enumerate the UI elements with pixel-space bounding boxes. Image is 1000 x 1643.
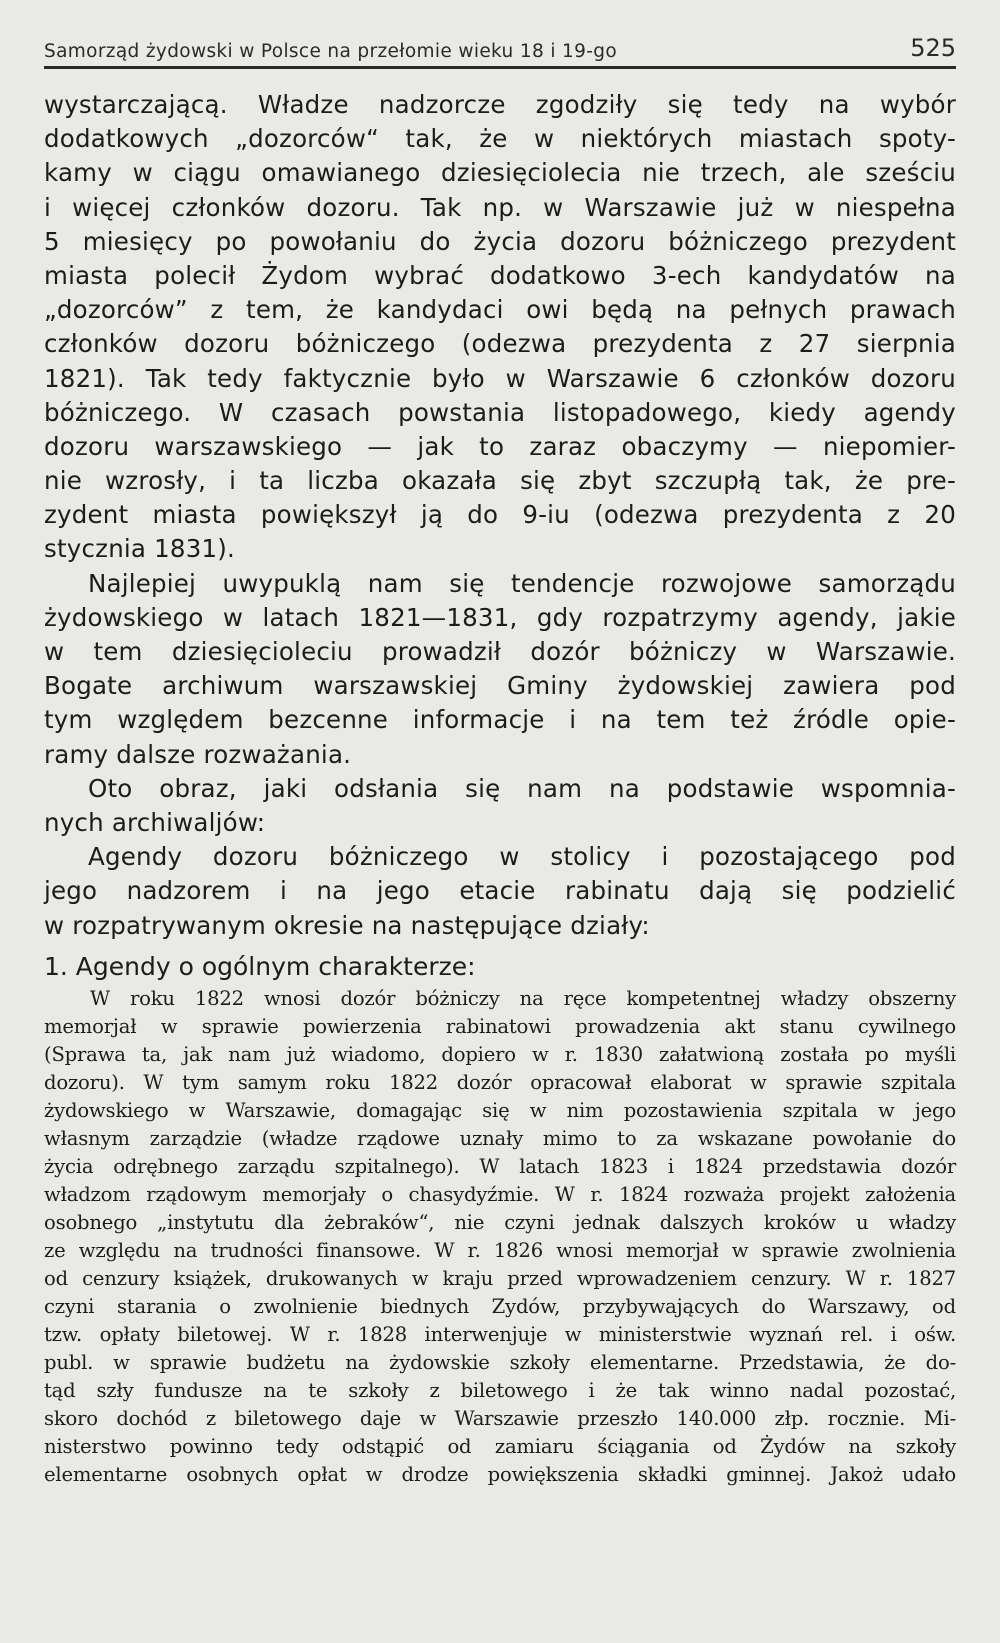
- text-line: nisterstwo powinno tedy odstąpić od zamiaru ściągania od Żydów na szkoły: [44, 1434, 956, 1458]
- text-line: (Sprawa ta, jak nam już wiadomo, dopiero w r. 1830 załatwioną została po myśli: [44, 1042, 956, 1066]
- text-line: w rozpatrywanym okresie na następujące działy:: [44, 910, 650, 940]
- text-line: czyni starania o zwolnienie biednych Zydów, przybywających do Warszawy, od: [44, 1294, 956, 1318]
- text-line: tąd szły fundusze na te szkoły z biletowego i że tak winno nadal pozostać,: [44, 1378, 956, 1402]
- text-line: życia odrębnego zarządu szpitalnego). W latach 1823 i 1824 przedstawia dozór: [44, 1154, 956, 1178]
- text-line: W roku 1822 wnosi dozór bóżniczy na ręce kompetentnej władzy obszerny: [90, 986, 956, 1010]
- text-line: i więcej członków dozoru. Tak np. w Warszawie już w niespełna: [44, 192, 956, 222]
- text-line: stycznia 1831).: [44, 534, 236, 564]
- text-line: dodatkowych „dozorców“ tak, że w niektórych miastach spoty-: [44, 124, 956, 154]
- paragraph-4: [44, 840, 956, 943]
- text-line: zydent miasta powiększył ją do 9-iu (odezwa prezydenta z 20: [44, 500, 956, 530]
- paragraph-1: [44, 88, 956, 567]
- text-line: ze względu na trudności finansowe. W r. 1826 wnosi memorjał w sprawie zwolnienia: [44, 1238, 956, 1262]
- text-line: memorjał w sprawie powierzenia rabinatowi prowadzenia akt stanu cywilnego: [44, 1014, 956, 1038]
- text-line: tzw. opłaty biletowej. W r. 1828 interwenjuje w ministerstwie wyznań rel. i ośw.: [44, 1322, 956, 1346]
- text-line: osobnego „instytutu dla żebraków“, nie czyni jednak dalszych kroków u władzy: [44, 1210, 956, 1234]
- section-heading: 1. Agendy o ogólnym charakterze:: [44, 951, 476, 981]
- running-header: [44, 30, 956, 62]
- text-line: bóżniczego. W czasach powstania listopadowego, kiedy agendy: [44, 397, 956, 427]
- small-print-paragraph: [44, 985, 956, 1489]
- page-number: 525: [910, 34, 956, 62]
- text-line: nych archiwaljów:: [44, 807, 266, 837]
- text-line: od cenzury książek, drukowanych w kraju przed wprowadzeniem cenzury. W r. 1827: [44, 1266, 956, 1290]
- text-line: dozoru warszawskiego — jak to zaraz obaczymy — niepomier-: [44, 431, 956, 461]
- text-line: dozoru). W tym samym roku 1822 dozór opracował elaborat w sprawie szpitala: [44, 1070, 956, 1094]
- text-line: miasta polecił Żydom wybrać dodatkowo 3-ech kandydatów na: [44, 260, 956, 290]
- text-line: Bogate archiwum warszawskiej Gminy żydowskiej zawiera pod: [44, 671, 956, 701]
- text-line: żydowskiego w Warszawie, domagając się w nim pozostawienia szpitala w jego: [44, 1098, 956, 1122]
- text-line: jego nadzorem i na jego etacie rabinatu dają się podzielić: [44, 876, 956, 906]
- text-line: publ. w sprawie budżetu na żydowskie szkoły elementarne. Przedstawia, że do-: [44, 1350, 956, 1374]
- text-line: członków dozoru bóżniczego (odezwa prezydenta z 27 sierpnia: [44, 329, 956, 359]
- running-title: Samorząd żydowski w Polsce na przełomie wieku 18 i 19-go: [44, 41, 618, 62]
- text-line: elementarne osobnych opłat w drodze powiększenia składki gminnej. Jakoż udało: [44, 1462, 956, 1486]
- text-line: nie wzrosły, i ta liczba okazała się zbyt szczupłą tak, że pre-: [44, 466, 956, 496]
- text-line: żydowskiego w latach 1821—1831, gdy rozpatrzymy agendy, jakie: [44, 602, 956, 632]
- text-line: ramy dalsze rozważania.: [44, 739, 352, 769]
- text-line: Agendy dozoru bóżniczego w stolicy i pozostającego pod: [88, 842, 956, 872]
- text-line: tym względem bezcenne informacje i na tem też źródle opie-: [44, 705, 956, 735]
- text-line: 1821). Tak tedy faktycznie było w Warszawie 6 członków dozoru: [44, 363, 956, 393]
- header-rule: [44, 66, 956, 69]
- text-line: Najlepiej uwypuklą nam się tendencje rozwojowe samorządu: [88, 568, 956, 598]
- text-line: Oto obraz, jaki odsłania się nam na podstawie wspomnia-: [88, 773, 956, 803]
- text-line: w tem dziesięcioleciu prowadził dozór bóżniczy w Warszawie.: [44, 637, 956, 666]
- text-line: władzom rządowym memorjały o chasydyźmie. W r. 1824 rozważa projekt założenia: [44, 1182, 956, 1206]
- text-line: skoro dochód z biletowego daje w Warszawie przeszło 140.000 złp. rocznie. Mi-: [44, 1406, 956, 1430]
- text-line: wystarczającą. Władze nadzorcze zgodziły się tedy na wybór: [44, 90, 956, 119]
- text-line: 5 miesięcy po powołaniu do życia dozoru bóżniczego prezydent: [44, 226, 956, 256]
- text-line: własnym zarządzie (władze rządowe uznały mimo to za wskazane powołanie do: [44, 1126, 956, 1150]
- text-line: kamy w ciągu omawianego dziesięciolecia nie trzech, ale sześciu: [44, 158, 956, 188]
- page-body: [44, 88, 956, 1489]
- paragraph-3: [44, 772, 956, 840]
- paragraph-2: [44, 567, 956, 772]
- text-line: „dozorców” z tem, że kandydaci owi będą na pełnych prawach: [44, 295, 956, 325]
